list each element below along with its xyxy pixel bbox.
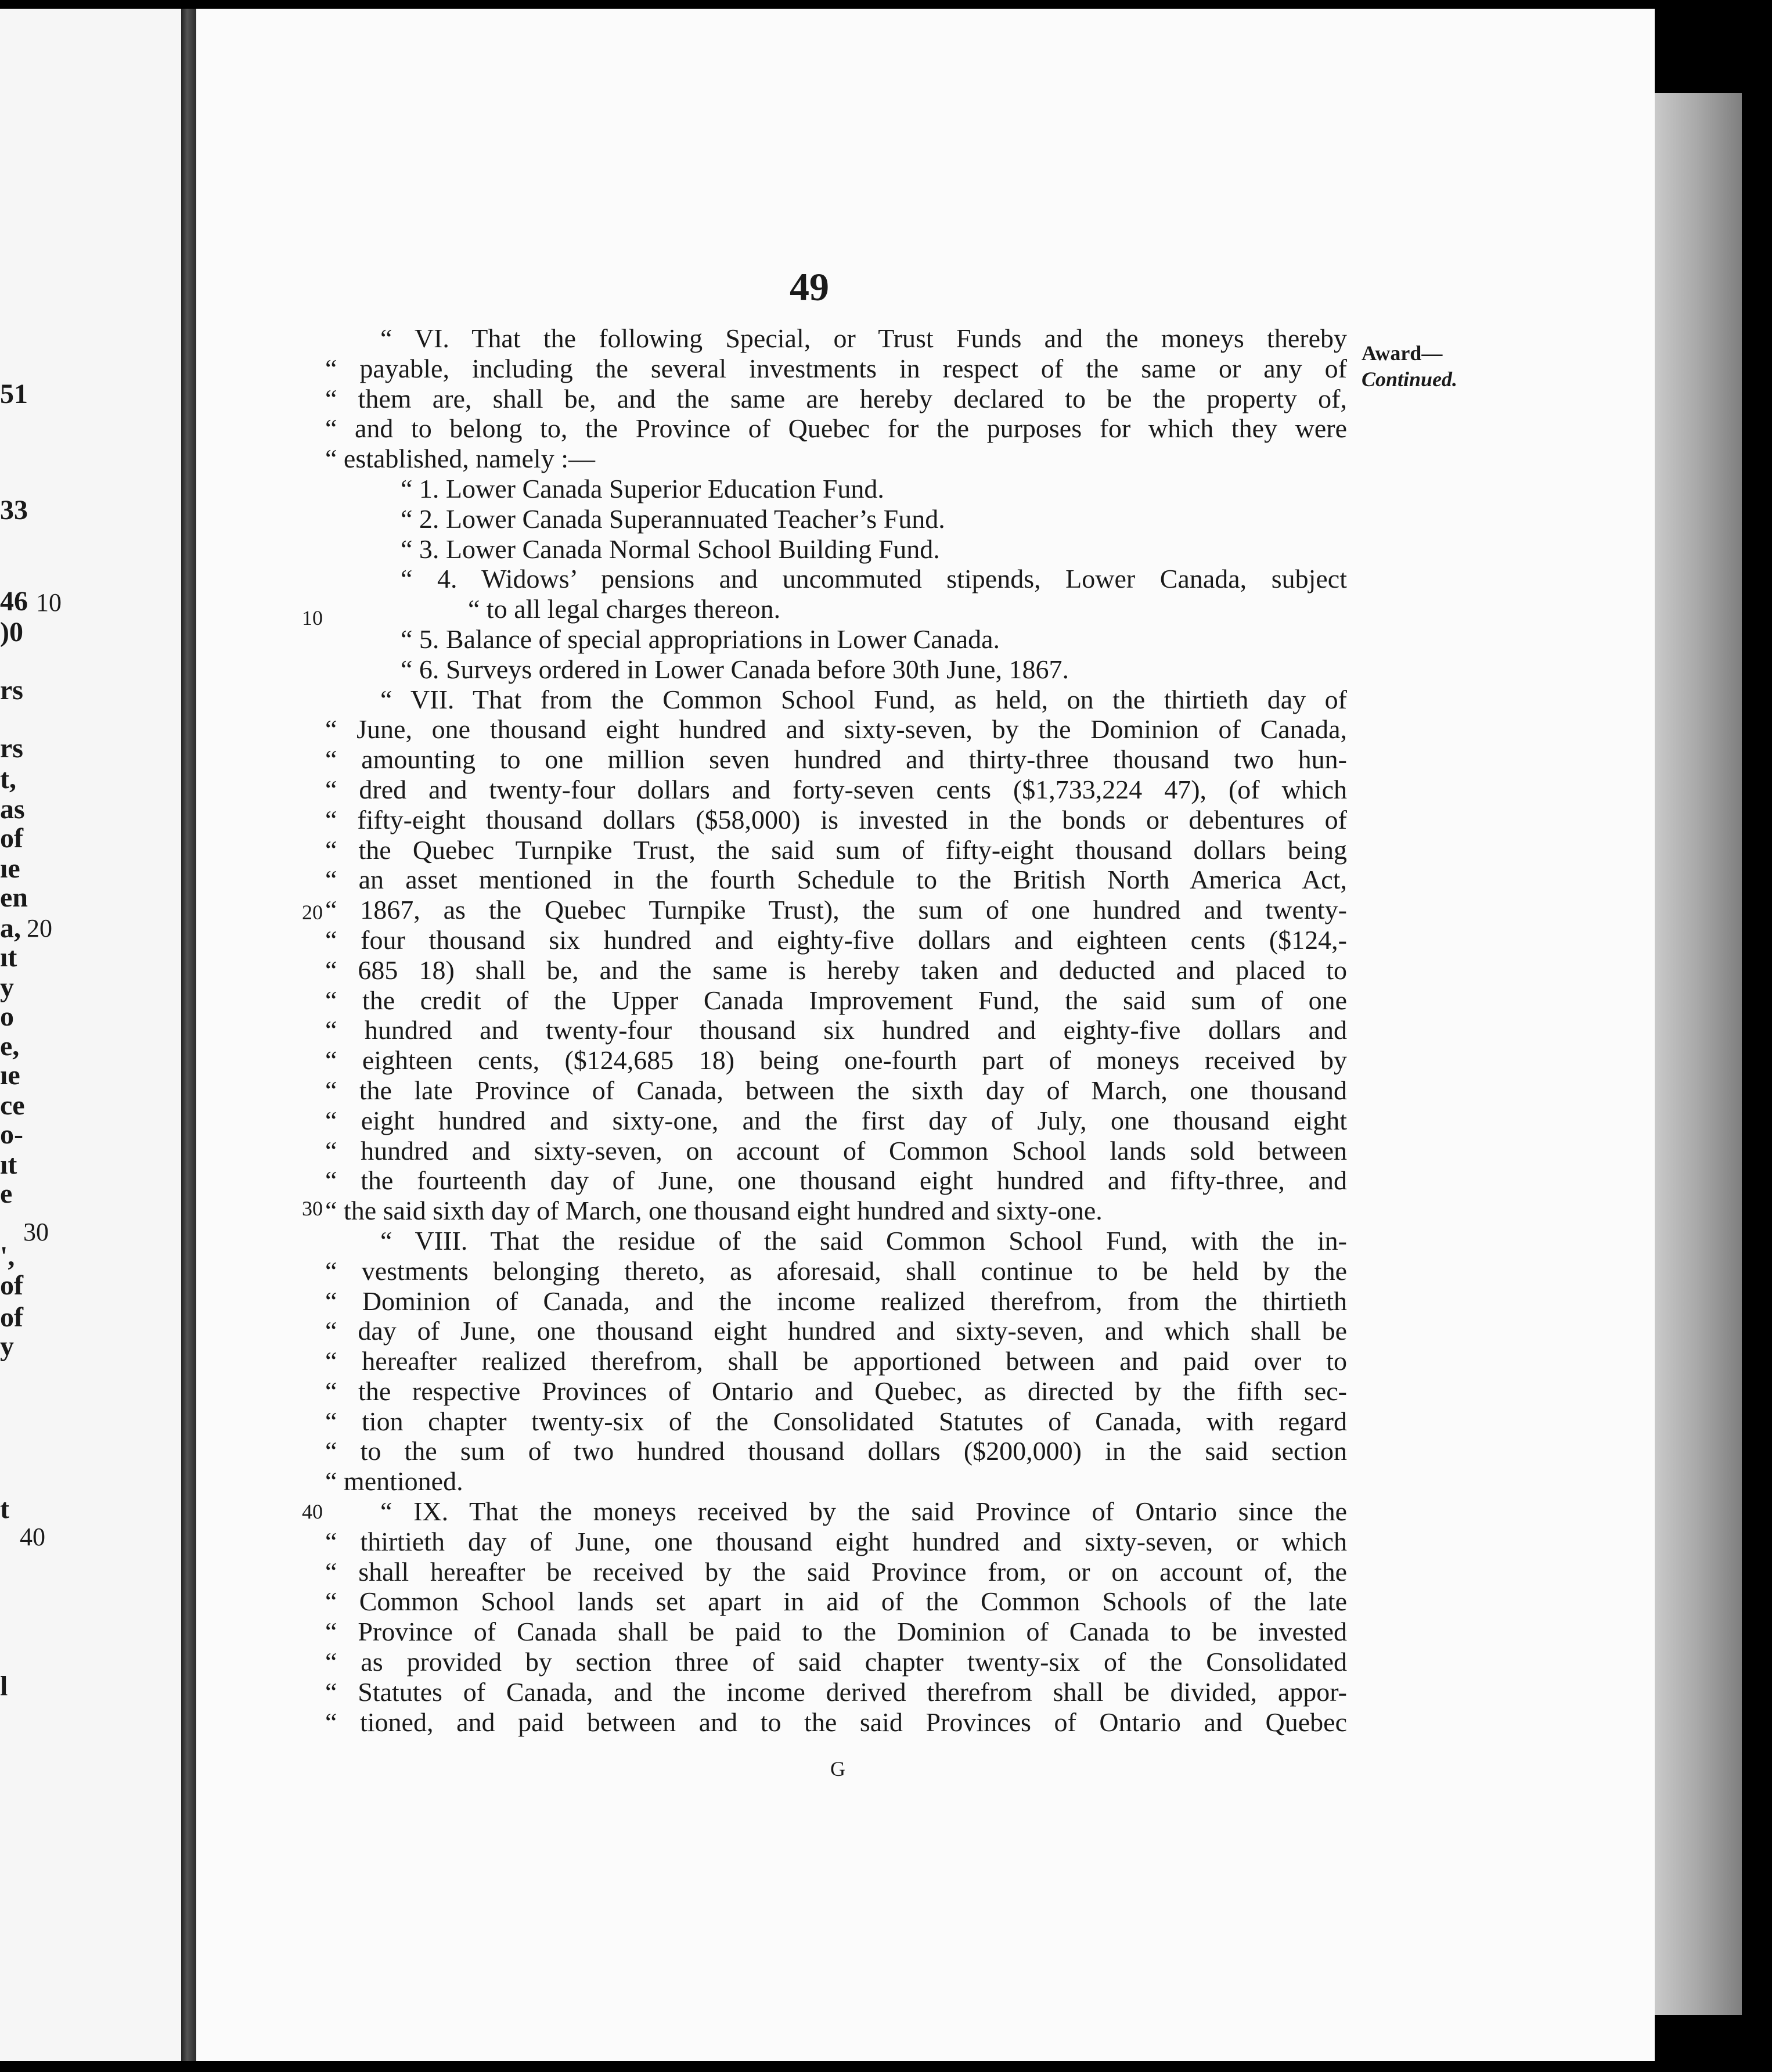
text-line: “ 1867, as the Quebec Turnpike Trust), the sum of one hundred and twenty-	[325, 895, 1347, 925]
text-line: “ vestments belonging thereto, as aforesaid, shall continue to be held by the	[325, 1256, 1347, 1286]
text-line: “ an asset mentioned in the fourth Schedule to the British North America Act,	[325, 865, 1347, 895]
left-page-fragment: t	[0, 1494, 9, 1524]
text-line: “ hundred and sixty-seven, on account of Common School lands sold between	[325, 1135, 1347, 1166]
text-line: “ established, namely :—	[325, 444, 595, 474]
text-line: “ amounting to one million seven hundred and thirty-three thousand two hun-	[325, 744, 1347, 775]
left-page-fragment: )0	[0, 617, 23, 648]
text-line: “ 4. Widows’ pensions and uncommuted stipends, Lower Canada, subject	[401, 564, 1347, 594]
line-number: 40	[302, 1500, 323, 1523]
text-line: “ hereafter realized therefrom, shall be apportioned between and paid over to	[325, 1346, 1347, 1376]
text-line: “ June, one thousand eight hundred and sixty-seven, by the Dominion of Canada,	[325, 714, 1347, 744]
text-line: “ payable, including the several investments in respect of the same or any of	[325, 353, 1347, 383]
left-page-fragment: ıt	[0, 942, 17, 973]
text-line: “ Dominion of Canada, and the income realized therefrom, from the thirtieth	[325, 1286, 1347, 1316]
left-page-fragment: ',	[0, 1241, 15, 1272]
left-page-fragment: 51	[0, 379, 28, 409]
page-edge	[1655, 93, 1742, 2015]
left-page-fragment: 40	[20, 1523, 45, 1551]
left-page-fragment: o	[0, 1001, 14, 1032]
left-page-fragment: ce	[0, 1090, 25, 1121]
text-line: “ the respective Provinces of Ontario and Quebec, as directed by the fifth sec-	[325, 1376, 1347, 1406]
left-page-fragment: ıe	[0, 853, 20, 884]
text-line: “ Statutes of Canada, and the income derived therefrom shall be divided, appor-	[325, 1677, 1347, 1707]
text-line: “ eight hundred and sixty-one, and the first day of July, one thousand eight	[325, 1105, 1347, 1135]
book-gutter	[181, 9, 196, 2061]
text-line: “ hundred and twenty-four thousand six hundred and eighty-five dollars and	[325, 1015, 1347, 1045]
left-page-fragment: 46	[0, 586, 28, 617]
left-page-fragment: 10	[36, 588, 62, 617]
left-page	[0, 9, 181, 2061]
page-number: 49	[790, 265, 829, 309]
text-line: “ day of June, one thousand eight hundred and sixty-seven, and which shall be	[325, 1316, 1347, 1346]
text-line: “ 2. Lower Canada Superannuated Teacher’s Fund.	[401, 503, 945, 534]
text-line: “ shall hereafter be received by the said Province from, or on account of, the	[325, 1556, 1347, 1587]
signature-mark: G	[830, 1757, 845, 1780]
text-line: “ the said sixth day of March, one thousand eight hundred and sixty-one.	[325, 1196, 1103, 1226]
text-line: “ to all legal charges thereon.	[468, 594, 781, 624]
text-line: “ fifty-eight thousand dollars ($58,000) is invested in the bonds or debentures of	[325, 804, 1347, 834]
left-page-fragment: 20	[27, 914, 52, 943]
left-page-fragment: of	[0, 1302, 23, 1333]
left-page-fragment: t,	[0, 764, 16, 794]
left-page-fragment: e,	[0, 1031, 20, 1062]
text-line: “ VI. That the following Special, or Trust Funds and the moneys thereby	[380, 323, 1347, 353]
line-number: 20	[302, 901, 323, 924]
left-page-fragment: e	[0, 1178, 13, 1209]
text-line: “ 1. Lower Canada Superior Education Fund.	[401, 473, 884, 503]
margin-note-continued: Continued.	[1362, 368, 1458, 391]
text-line: “ dred and twenty-four dollars and forty-seven cents ($1,733,224 47), (of which	[325, 774, 1347, 804]
text-line: “ mentioned.	[325, 1466, 463, 1497]
left-page-fragment: as	[0, 794, 25, 825]
body-text	[325, 323, 1347, 1737]
left-page-fragment: of	[0, 823, 23, 854]
text-line: “ 5. Balance of special appropriations in Lower Canada.	[401, 624, 1000, 654]
left-page-fragment: en	[0, 882, 28, 913]
text-line: “ the credit of the Upper Canada Improvement Fund, the said sum of one	[325, 985, 1347, 1015]
text-line: “ Common School lands set apart in aid of the Common Schools of the late	[325, 1587, 1347, 1617]
text-line: “ the fourteenth day of June, one thousand eight hundred and fifty-three, and	[325, 1166, 1347, 1196]
text-line: “ 6. Surveys ordered in Lower Canada before 30th June, 1867.	[401, 654, 1069, 684]
text-line: “ 3. Lower Canada Normal School Building Fund.	[401, 534, 940, 564]
text-line: “ four thousand six hundred and eighty-five dollars and eighteen cents ($124,-	[325, 925, 1347, 955]
text-line: “ and to belong to, the Province of Quebec for the purposes for which they were	[325, 413, 1347, 444]
margin-note-award: Award—	[1362, 341, 1443, 365]
text-line: “ VIII. That the residue of the said Common School Fund, with the in-	[380, 1225, 1347, 1256]
text-line: “ Province of Canada shall be paid to the Dominion of Canada to be invested	[325, 1617, 1347, 1647]
left-page-fragment: y	[0, 972, 14, 1003]
left-page-fragment: y	[0, 1331, 14, 1362]
text-line: “ tion chapter twenty-six of the Consolidated Statutes of Canada, with regard	[325, 1406, 1347, 1436]
line-number: 10	[302, 606, 323, 629]
left-page-fragment: l	[0, 1671, 8, 1702]
text-line: “ IX. That the moneys received by the said Province of Ontario since the	[380, 1497, 1347, 1527]
text-line: “ eighteen cents, ($124,685 18) being one-fourth part of moneys received by	[325, 1045, 1347, 1075]
text-line: “ tioned, and paid between and to the said Provinces of Ontario and Quebec	[325, 1707, 1347, 1737]
text-line: “ VII. That from the Common School Fund, as held, on the thirtieth day of	[380, 684, 1347, 714]
left-page-fragment: rs	[0, 675, 23, 706]
left-page-fragment: ıe	[0, 1060, 20, 1091]
text-line: “ thirtieth day of June, one thousand eight hundred and sixty-seven, or which	[325, 1526, 1347, 1556]
text-line: “ to the sum of two hundred thousand dollars ($200,000) in the said section	[325, 1436, 1347, 1466]
text-line: “ 685 18) shall be, and the same is hereby taken and deducted and placed to	[325, 955, 1347, 985]
text-line: “ them are, shall be, and the same are hereby declared to be the property of,	[325, 383, 1347, 413]
left-page-fragment: ıt	[0, 1149, 17, 1180]
text-line: “ the late Province of Canada, between the sixth day of March, one thousand	[325, 1075, 1347, 1105]
text-line: “ the Quebec Turnpike Trust, the said sum of fifty-eight thousand dollars being	[325, 834, 1347, 865]
text-line: “ as provided by section three of said chapter twenty-six of the Consolidated	[325, 1647, 1347, 1677]
line-number: 30	[302, 1197, 323, 1220]
left-page-fragment: a,	[0, 913, 21, 944]
left-page-fragment: o-	[0, 1119, 23, 1150]
left-page-fragment: rs	[0, 733, 23, 764]
left-page-fragment: 33	[0, 495, 28, 526]
left-page-fragment: of	[0, 1270, 23, 1301]
left-page-fragment: 30	[23, 1218, 49, 1246]
